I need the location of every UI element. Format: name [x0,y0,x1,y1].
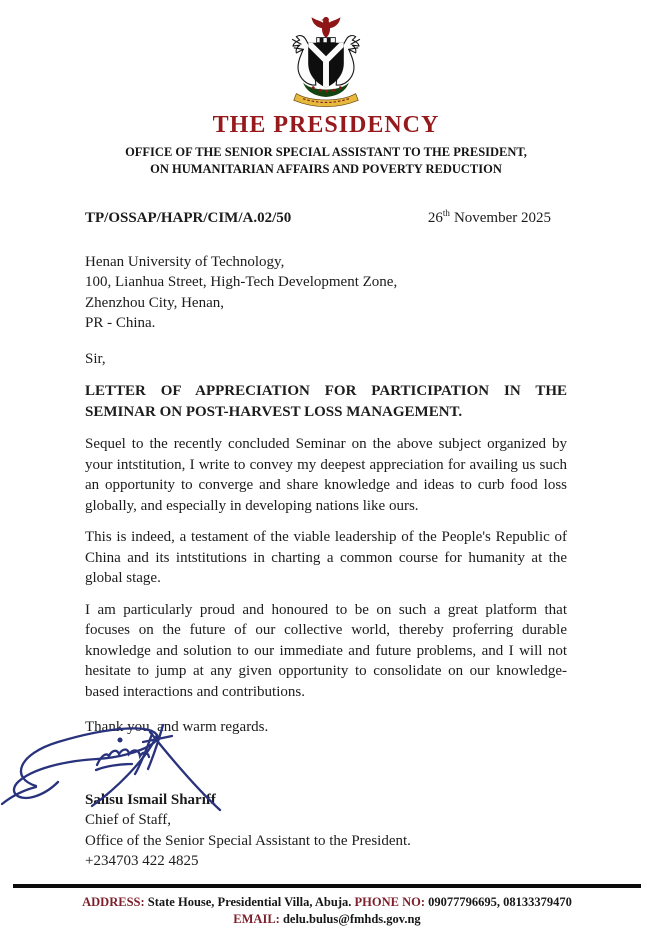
footer-line-1 [13,894,641,911]
recipient-line-1: Henan University of Technology, [85,253,285,270]
letter-footer [13,884,641,928]
letterhead-crest [0,0,652,108]
recipient-line-4: PR - China. [85,315,156,331]
salutation: Sir, [85,350,106,367]
footer-line-2 [13,911,641,928]
eagle-icon [312,17,341,38]
subject-line-2: SEMINAR ON POST-HARVEST LOSS MANAGEMENT. [85,404,463,420]
signatory-title: Chief of Staff, [85,812,171,828]
signatory-name: Salisu Ismail Shariff [85,791,216,808]
closing-line: Thank you, and warm regards. [85,719,269,735]
footer-address-label: ADDRESS: [82,895,145,909]
recipient-line-2: 100, Lianhua Street, High-Tech Development Zone, [85,274,398,290]
footer-email-value: delu.bulus@fmhds.gov.ng [282,912,421,926]
recipient-address [85,252,567,334]
signatory-office: Office of the Senior Special Assistant to the President. [85,832,411,849]
nigeria-coat-of-arms-icon [275,13,377,108]
footer-address-value: State House, Presidential Villa, Abuja. [147,895,352,909]
wreath-icon [317,38,336,43]
date-month-year: November 2025 [453,210,551,226]
recipient-line-3: Zhenzhou City, Henan, [85,294,224,311]
letterhead-title: THE PRESIDENCY [212,112,440,138]
body-paragraph-1: Sequel to the recently concluded Seminar on the above subject organized by your intstitution, I write to convey my deepest appreciation for availing us such an opportunity to converge and share knowledge and ideas to curb food loss globally, and especially in developing nations like ours. [85,436,567,514]
signature-area [85,738,567,790]
footer-email-label: EMAIL: [233,912,280,926]
subject-line-1: LETTER OF APPRECIATION FOR PARTICIPATION IN THE [85,383,567,399]
reference-number: TP/OSSAP/HAPR/CIM/A.02/50 [85,210,292,226]
footer-phone-label: PHONE NO: [354,895,425,909]
letterhead-office-line2: ON HUMANITARIAN AFFAIRS AND POVERTY REDUCTION [150,162,502,176]
date-day: 26 [427,210,443,226]
reference-date-row [85,203,567,229]
signatory-block [85,790,567,872]
letter-date [428,203,567,229]
subject-heading [85,381,567,423]
signatory-phone: +234703 422 4825 [85,853,199,869]
footer-phone-value: 09077796695, 08133379470 [428,895,572,909]
body-paragraph-3: I am particularly proud and honoured to be on such a great platform that focuses on the future of our collective world, thereby proferring durable knowledge and solution to our immediate and future problems, and I will not hesitate to jump at any given opportunity to consolidate on our knowledge-based interactions and contributions. [85,601,567,700]
date-ordinal-suffix: th [442,208,450,218]
body-paragraph-2: This is indeed, a testament of the viable leadership of the People's Republic of China and its intstitutions in charting a common course for humanity at the global stage. [85,529,567,586]
letterhead-office-line1: OFFICE OF THE SENIOR SPECIAL ASSISTANT TO THE PRESIDENT, [125,145,527,159]
